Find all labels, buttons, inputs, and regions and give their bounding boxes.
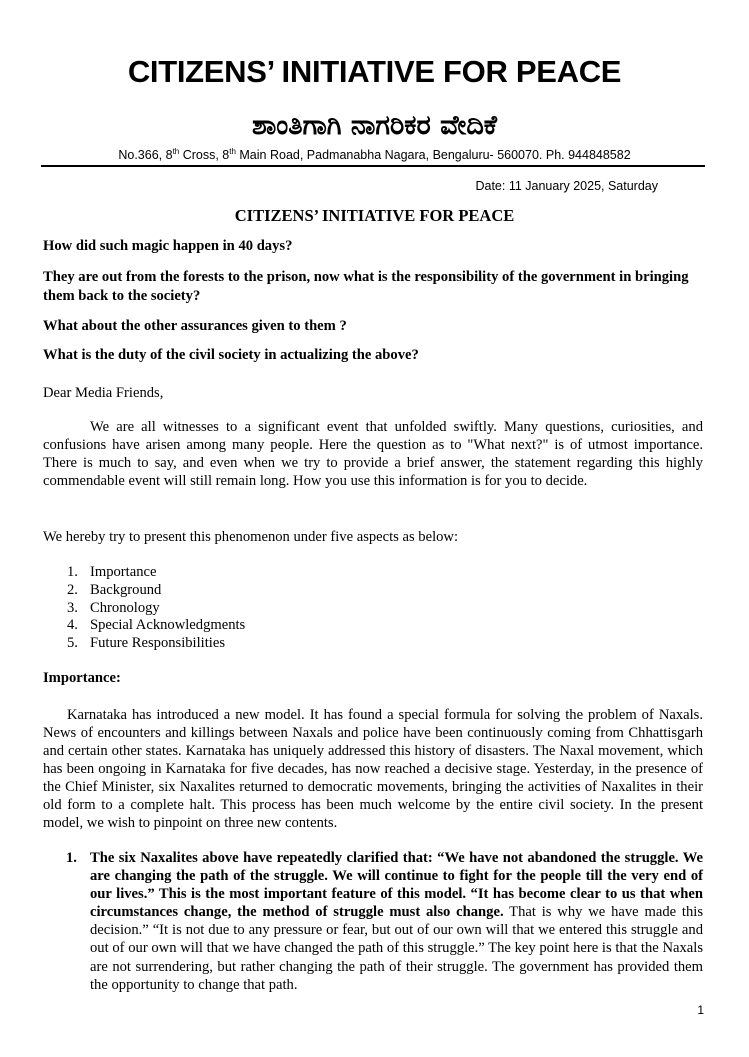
point-text: The six Naxalites above have repeatedly clarified that: “We have not abandoned the struggle. We are changing the path of the struggle. We will continue to fight for the people till the very end of our lives.” This is the most important feature of this model. “It has become clear to us that when circumstances change, the method of struggle must also change. That is why we have made this decision.” “It is not due to any pressure or fear, but out of our own will that we entered this struggle and out of our own will that we have changed the path of this struggle.” The key point here is that the Naxals are not surrendering, but rather changing the path of their struggle. The government has provided them the opportunity to change that path. (90, 850, 704, 993)
importance-heading: Importance: (43, 670, 121, 686)
list-item: 1. Importance (67, 564, 157, 580)
intro-paragraph: We are all witnesses to a significant event that unfolded swiftly. Many questions, curiosities, and confusions have arisen among many people. Here the question as to "What next?" is of utmost importance. There is much to say, and even when we try to provide a brief answer, the statement regarding this highly commendable event will still remain long. How you use this information is for you to decide. (43, 419, 703, 489)
letterhead-address: No.366, 8th Cross, 8th Main Road, Padmanabha Nagara, Bengaluru- 560070. Ph. 944848582 (118, 146, 631, 162)
salutation: Dear Media Friends, (43, 385, 164, 401)
letterhead-divider (41, 165, 705, 167)
question-2: They are out from the forests to the prison, now what is the responsibility of the government in bringing them back to the society? (43, 269, 689, 304)
list-item: 5. Future Responsibilities (67, 635, 225, 652)
point-number: 1. (66, 850, 77, 866)
importance-paragraph: Karnataka has introduced a new model. It has found a special formula for solving the problem of Naxals. News of encounters and killings between Naxals and police have been continuously coming from Chhattisgarh and certain other states. Karnataka has uniquely addressed this history of disasters. The Naxal movement, which has been ongoing in Karnataka for five decades, has now reached a decisive stage. Yesterday, in the presence of the Chief Minister, six Naxalites returned to democratic movements, bringing the activities of Naxalites in their old form to a complete halt. This process has been much welcome by the entire civil society. In the present model, we wish to pinpoint on three new contents. (43, 707, 703, 831)
aspects-intro: We hereby try to present this phenomenon under five aspects as below: (43, 529, 459, 545)
question-1: How did such magic happen in 40 days? (43, 238, 293, 254)
list-item: 4. Special Acknowledgments (67, 617, 246, 634)
question-4: What is the duty of the civil society in actualizing the above? (43, 347, 419, 363)
point-1 (66, 849, 703, 994)
list-item: 3. Chronology (67, 599, 160, 616)
page-number: 1 (697, 1003, 704, 1017)
letterhead-title-kannada: ಶಾಂತಿಗಾಗಿ ನಾಗರಿಕರ ವೇದಿಕೆ (251, 110, 497, 141)
document-date: Date: 11 January 2025, Saturday (475, 179, 658, 193)
question-3: What about the other assurances given to them ? (43, 318, 347, 334)
document-heading: CITIZENS’ INITIATIVE FOR PEACE (234, 206, 515, 225)
aspects-list (43, 563, 443, 652)
letterhead-title: CITIZENS’ INITIATIVE FOR PEACE (127, 54, 622, 89)
list-item: 2. Background (67, 581, 162, 598)
